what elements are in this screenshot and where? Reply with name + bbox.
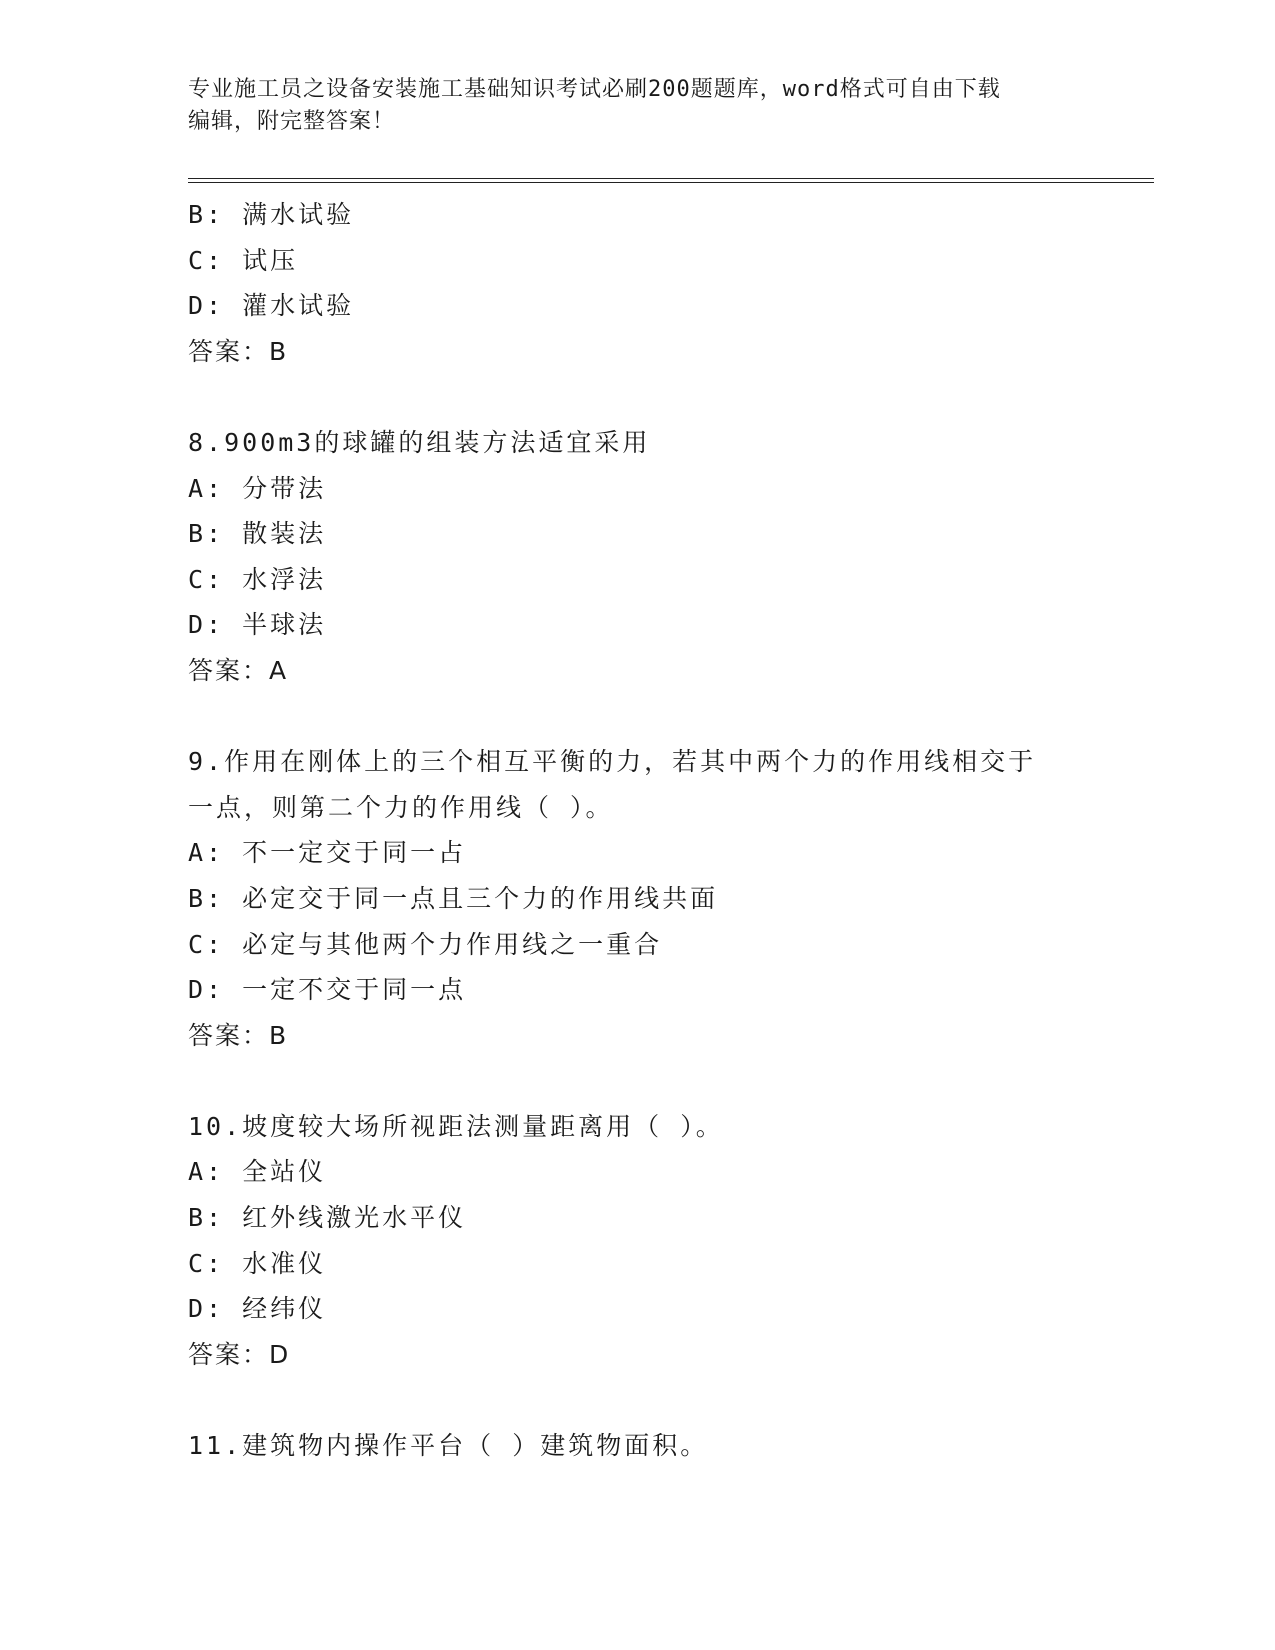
question-9-option-d: D: 一定不交于同一点 [188,975,467,1005]
header-line-2: 编辑，附完整答案！ [188,109,396,134]
question-8-text: 8.900m3的球罐的组装方法适宜采用 [188,427,651,457]
question-8-answer: 答案：A [188,655,289,685]
question-10-option-b: B: 红外线激光水平仪 [188,1203,467,1233]
question-list [188,192,1148,1469]
question-7-option-b: B: 满水试验 [188,200,355,229]
question-10-option-c: C: 水准仪 [188,1248,327,1278]
spacer [188,1058,1148,1104]
question-8-option-b: B: 散装法 [188,519,327,549]
question-11-text: 11.建筑物内操作平台（ ）建筑物面积。 [188,1431,709,1461]
question-10-answer: 答案：D [188,1339,291,1369]
question-8-block [188,420,1148,694]
question-8-option-c: C: 水浮法 [188,564,327,594]
question-9-text-line-1: 9.作用在刚体上的三个相互平衡的力，若其中两个力的作用线相交于 [188,747,1037,777]
question-9-answer: 答案：B [188,1020,289,1050]
question-11-block [188,1423,1148,1469]
question-10-option-d: D: 经纬仪 [188,1294,327,1324]
question-9-text-line-2: 一点，则第二个力的作用线（ ）。 [188,792,614,822]
question-8-option-a: A: 分带法 [188,473,327,503]
question-7-option-c: C: 试压 [188,245,299,275]
question-9-option-a: A: 不一定交于同一占 [188,838,467,868]
question-7-answer: 答案：B [188,336,289,366]
question-9-option-b: B: 必定交于同一点且三个力的作用线共面 [188,883,719,913]
question-10-block [188,1104,1148,1378]
question-10-option-a: A: 全站仪 [188,1157,327,1187]
question-9-block [188,739,1148,1058]
question-8-option-d: D: 半球法 [188,610,327,640]
header-divider-top [188,178,1154,179]
question-9-option-c: C: 必定与其他两个力作用线之一重合 [188,929,663,959]
spacer [188,1377,1148,1423]
question-7-block [188,192,1148,374]
spacer [188,694,1148,740]
spacer [188,374,1148,420]
document-header [188,74,1088,138]
header-line-1: 专业施工员之设备安装施工基础知识考试必刷200题题库，word格式可自由下载 [188,77,1001,102]
question-7-option-d: D: 灌水试验 [188,291,355,321]
question-10-text: 10.坡度较大场所视距法测量距离用（ ）。 [188,1111,724,1141]
header-divider-bottom [188,182,1154,183]
